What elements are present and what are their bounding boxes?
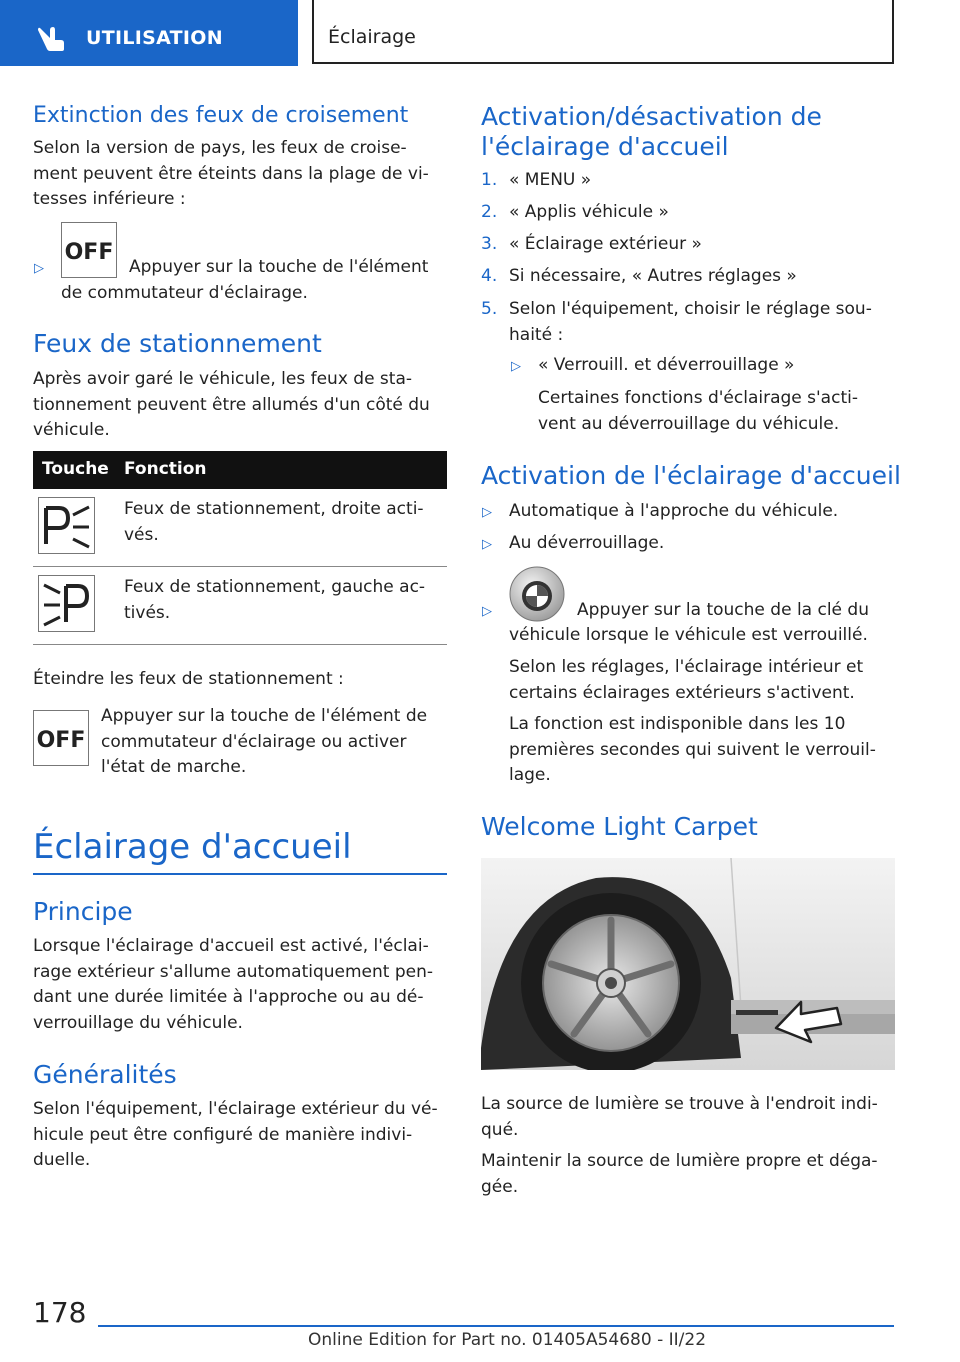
step-number: 4. xyxy=(481,266,498,286)
off-button-icon xyxy=(33,710,89,766)
chapter-header xyxy=(312,0,894,64)
step-text: Selon l'équipement, choisir le réglage sou- haité : xyxy=(509,299,872,345)
section-label: UTILISATION xyxy=(86,27,223,49)
section-tab xyxy=(0,0,298,66)
bullet-icon: ▷ xyxy=(482,505,492,520)
step-number: 5. xyxy=(481,299,498,319)
section-rule xyxy=(33,873,447,875)
activation-title: Activation de l'éclairage d'accueil xyxy=(481,461,901,490)
principe-para: Lorsque l'éclairage d'accueil est activé, l'éclai- rage extérieur s'allume automatiquement pen- dant une durée limitée à l'approche ou au dé- verrouillage du véhicule. xyxy=(33,936,434,1033)
parking-right-icon xyxy=(38,497,95,554)
bullet-icon: ▷ xyxy=(34,261,44,276)
hand-pointer-icon xyxy=(36,24,66,52)
key-para2: La fonction est indisponible dans les 10 premières secondes qui suivent le verrouil- lage. xyxy=(509,714,876,785)
key-line2: véhicule lorsque le véhicule est verrouillé. xyxy=(509,625,868,645)
step-number: 1. xyxy=(481,170,498,190)
carpet-title: Welcome Light Carpet xyxy=(481,812,758,841)
step-text: Si nécessaire, « Autres réglages » xyxy=(509,266,797,286)
off-button-icon xyxy=(61,222,117,278)
bullet-icon: ▷ xyxy=(482,604,492,619)
step-text: « Applis véhicule » xyxy=(509,202,669,222)
step-number: 3. xyxy=(481,234,498,254)
off-intro: Éteindre les feux de stationnement : xyxy=(33,669,344,689)
table-row: Feux de stationnement, droite acti- vés. xyxy=(124,499,424,545)
key-line1: Appuyer sur la touche de la clé du xyxy=(577,600,869,620)
generalites-title: Généralités xyxy=(33,1060,177,1089)
principe-title: Principe xyxy=(33,897,133,926)
table-row: Feux de stationnement, gauche ac- tivés. xyxy=(124,577,426,623)
bullet-icon: ▷ xyxy=(482,537,492,552)
carpet-para2: Maintenir la source de lumière propre et déga- gée. xyxy=(481,1151,878,1197)
svg-text:OFF: OFF xyxy=(36,728,86,753)
sub-bullet-para: Certaines fonctions d'éclairage s'acti- vent au déverrouillage du véhicule. xyxy=(538,388,858,434)
extinction-title: Extinction des feux de croisement xyxy=(33,103,409,128)
off-instructions: Appuyer sur la touche de l'élément de commutateur d'éclairage ou activer l'état de marche. xyxy=(101,706,428,777)
page-number: 178 xyxy=(33,1296,87,1329)
extinction-bullet-line1: Appuyer sur la touche de l'élément xyxy=(129,257,429,277)
table-header xyxy=(33,451,447,489)
generalites-para: Selon l'équipement, l'éclairage extérieur du vé- hicule peut être configuré de manière indivi- duelle. xyxy=(33,1099,438,1170)
extinction-para: Selon la version de pays, les feux de croise- ment peuvent être éteints dans la plage de vi- tesses inférieure : xyxy=(33,138,429,209)
car-wheel-illustration xyxy=(481,858,895,1070)
activation-toggle-title: Activation/désactivation de l'éclairage d'accueil xyxy=(481,102,822,161)
table-divider xyxy=(33,644,447,645)
activation-bullet: Automatique à l'approche du véhicule. xyxy=(509,501,839,521)
extinction-bullet-line2: de commutateur d'éclairage. xyxy=(61,283,308,303)
col-fonction: Fonction xyxy=(124,459,207,479)
footer-edition: Online Edition for Part no. 01405A54680 - II/22 xyxy=(308,1330,707,1350)
table-divider xyxy=(33,566,447,567)
col-touche: Touche xyxy=(42,459,109,479)
footer-rule xyxy=(98,1325,894,1327)
svg-text:OFF: OFF xyxy=(64,240,114,265)
step-number: 2. xyxy=(481,202,498,222)
sub-bullet-text: « Verrouill. et déverrouillage » xyxy=(538,355,795,375)
step-text: « MENU » xyxy=(509,170,592,190)
stationnement-title: Feux de stationnement xyxy=(33,329,322,358)
key-para1: Selon les réglages, l'éclairage intérieur et certains éclairages extérieurs s'activent. xyxy=(509,657,864,703)
step-text: « Éclairage extérieur » xyxy=(509,234,702,254)
carpet-para1: La source de lumière se trouve à l'endroit indi- qué. xyxy=(481,1094,878,1140)
parking-left-icon xyxy=(38,575,95,632)
bullet-icon: ▷ xyxy=(511,359,521,374)
bmw-key-button-icon xyxy=(508,565,566,623)
accueil-title: Éclairage d'accueil xyxy=(33,827,352,867)
activation-bullet: Au déverrouillage. xyxy=(509,533,665,553)
chapter-title: Éclairage xyxy=(328,26,416,48)
stationnement-para: Après avoir garé le véhicule, les feux de sta- tionnement peuvent être allumés d'un côté du véhicule. xyxy=(33,369,430,440)
